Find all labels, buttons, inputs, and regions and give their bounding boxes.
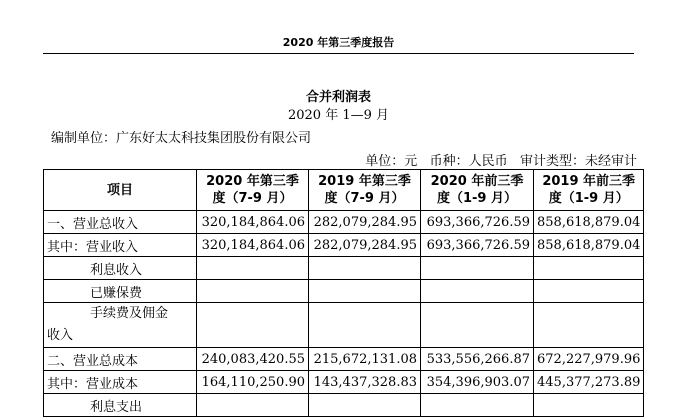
cell-value: 282,079,284.95 [309, 211, 421, 234]
page-header: 2020 年第三季度报告 [282, 36, 395, 49]
cell-value [421, 280, 534, 303]
row-label: 利息支出 [44, 394, 197, 417]
cell-value: 320,184,864.06 [197, 234, 309, 257]
cell-value: 320,184,864.06 [197, 211, 309, 234]
table-row [44, 257, 644, 280]
table-header-row [44, 170, 644, 211]
row-label: 其中：营业成本 [44, 371, 197, 394]
column-header-2019-ytd: 2019 年前三季 度（1-9 月） [534, 170, 644, 211]
cell-value: 672,227,979.96 [534, 348, 644, 371]
cell-value: 282,079,284.95 [309, 234, 421, 257]
cell-value: 354,396,903.07 [421, 371, 534, 394]
cell-value: 215,672,131.08 [309, 348, 421, 371]
cell-value [309, 257, 421, 280]
cell-value: 858,618,879.04 [534, 211, 644, 234]
cell-value [421, 303, 534, 348]
cell-value [197, 303, 309, 348]
table-row [44, 348, 644, 371]
column-header-2020-q3: 2020 年第三季 度（7-9 月） [197, 170, 309, 211]
cell-value [534, 280, 644, 303]
column-header-2019-q3: 2019 年第三季 度（7-9 月） [309, 170, 421, 211]
cell-value [309, 303, 421, 348]
row-label: 一、营业总收入 [44, 211, 197, 234]
table-row [44, 234, 644, 257]
header-rule [43, 53, 634, 54]
cell-value [534, 303, 644, 348]
cell-value: 143,437,328.83 [309, 371, 421, 394]
table-row [44, 280, 644, 303]
cell-value: 445,377,273.89 [534, 371, 644, 394]
cell-value [309, 394, 421, 417]
cell-value [197, 280, 309, 303]
row-label: 其中：营业收入 [44, 234, 197, 257]
cell-value [534, 257, 644, 280]
cell-value: 693,366,726.59 [421, 211, 534, 234]
cell-value [421, 394, 534, 417]
table-row [44, 303, 644, 348]
row-label [44, 303, 197, 348]
cell-value: 240,083,420.55 [197, 348, 309, 371]
column-header-2020-ytd: 2020 年前三季 度（1-9 月） [421, 170, 534, 211]
cell-value [197, 257, 309, 280]
table-row [44, 394, 644, 417]
cell-value: 858,618,879.04 [534, 234, 644, 257]
cell-value [197, 394, 309, 417]
preparer-company: 编制单位：广东好太太科技集团股份有限公司 [51, 131, 312, 146]
row-label-line1: 手续费及佣金 [90, 306, 169, 321]
unit-currency-audit-info: 单位：元 币种：人民币 审计类型：未经审计 [365, 154, 637, 169]
row-label: 二、营业总成本 [44, 348, 197, 371]
row-label: 利息收入 [44, 257, 197, 280]
cell-value: 693,366,726.59 [421, 234, 534, 257]
column-header-item: 项目 [44, 170, 197, 211]
statement-title: 合并利润表 [305, 90, 371, 105]
table-row [44, 371, 644, 394]
cell-value: 164,110,250.90 [197, 371, 309, 394]
statement-period: 2020 年 1—9 月 [287, 108, 390, 123]
cell-value [309, 280, 421, 303]
table-row [44, 211, 644, 234]
cell-value [421, 257, 534, 280]
row-label-line2: 收入 [47, 328, 74, 343]
income-statement-table [43, 169, 644, 417]
row-label: 已赚保费 [44, 280, 197, 303]
cell-value: 533,556,266.87 [421, 348, 534, 371]
cell-value [534, 394, 644, 417]
